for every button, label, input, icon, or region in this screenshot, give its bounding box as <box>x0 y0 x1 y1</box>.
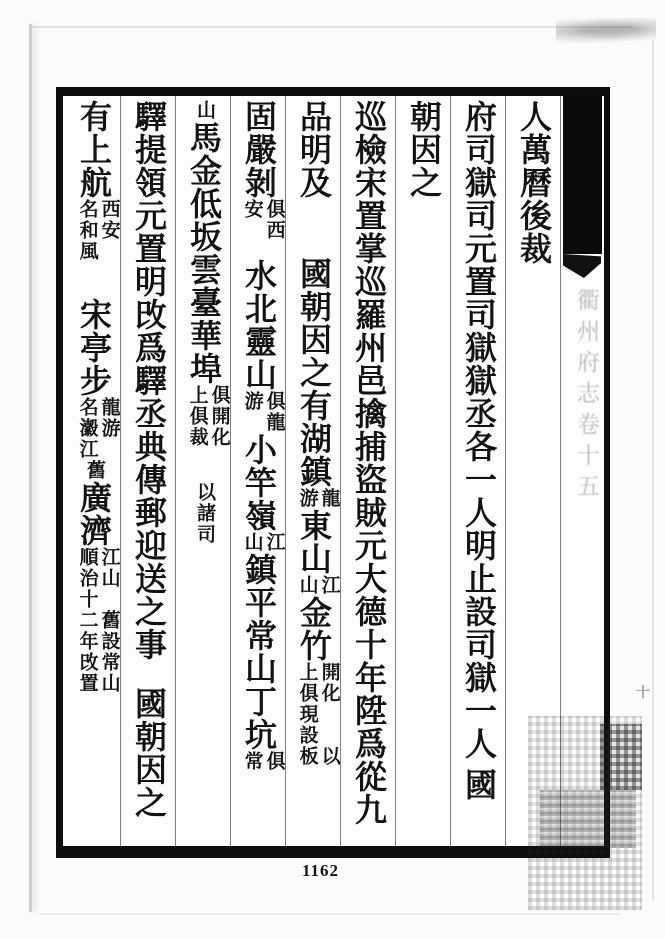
small-text-run: 以諸司 <box>194 482 215 545</box>
note-subcolumn: 俱開化 <box>208 385 230 448</box>
scan-edge-left <box>29 24 32 912</box>
column-gap <box>314 199 315 257</box>
main-text-run: 國 <box>461 768 497 801</box>
main-text-run: 鎮平常山丁坑 <box>241 553 277 751</box>
note-subcolumn: 龍游 <box>98 397 120 439</box>
text-column-9 <box>66 96 121 846</box>
scan-edge-top <box>32 26 632 28</box>
note-subcolumn: 江山 舊設常山 <box>98 547 120 694</box>
spine-title: 衢州府志卷十五 <box>574 288 599 505</box>
note-subcolumn: 上俱裁 <box>186 385 208 448</box>
main-text-run: 巡檢宋置掌巡羅州邑擒捕盜賊元大德十年陞爲從九 <box>351 100 387 826</box>
text-column-4 <box>341 96 396 846</box>
scan-watermark-mid-block <box>540 790 636 848</box>
main-text-run: 水北靈山 <box>241 259 277 391</box>
fishtail-mark-icon <box>563 254 601 278</box>
main-text-run: 金竹 <box>296 596 332 662</box>
scan-edge-bottom <box>40 913 620 915</box>
small-text-run: 山 <box>194 100 215 121</box>
text-column-6 <box>231 96 286 846</box>
column-gap <box>149 661 150 687</box>
note-subcolumn: 游 <box>296 488 318 509</box>
margin-mark: 十 <box>636 686 650 701</box>
main-text-run: 朝因之 <box>406 100 442 199</box>
text-column-2 <box>451 96 506 846</box>
main-text-run: 品明及 <box>296 100 332 199</box>
note-subcolumn: 俱龍 <box>263 391 285 433</box>
text-column-3 <box>396 96 451 846</box>
interlinear-note <box>186 385 230 448</box>
main-text-run: 府司獄司元置司獄獄丞各一人明止設司獄一人 <box>461 100 497 760</box>
interlinear-note <box>296 662 340 767</box>
main-text-run: 馬金低坂雲臺華埠 <box>186 121 222 385</box>
column-gap <box>259 241 260 259</box>
interlinear-note <box>241 532 285 553</box>
scan-watermark-dark-block <box>600 724 642 790</box>
main-text-run: 小竿嶺 <box>241 433 277 532</box>
column-gap <box>94 262 95 298</box>
main-text-run: 國朝因之 <box>131 687 167 819</box>
note-subcolumn: 順治十二年攺置 <box>76 547 98 694</box>
note-subcolumn: 開化 以 <box>318 662 340 767</box>
note-subcolumn: 游 <box>241 391 263 412</box>
small-text-run: 舊 <box>84 460 105 481</box>
interlinear-note <box>296 575 340 596</box>
interlinear-note <box>296 488 340 509</box>
main-text-run: 人萬曆後裁 <box>516 100 552 265</box>
interlinear-note <box>76 547 120 694</box>
text-column-7 <box>176 96 231 846</box>
text-columns <box>63 96 604 846</box>
scan-edge-right <box>652 40 654 900</box>
note-subcolumn: 江 <box>318 575 340 596</box>
note-subcolumn: 上俱現設板 <box>296 662 318 767</box>
text-column-5 <box>286 96 341 846</box>
interlinear-note <box>76 199 120 262</box>
main-text-run: 東山 <box>296 509 332 575</box>
main-text-run: 廣濟 <box>76 481 112 547</box>
interlinear-note <box>241 391 285 433</box>
main-text-run: 有上航 <box>76 100 112 199</box>
text-column-8 <box>121 96 176 846</box>
note-subcolumn: 山 <box>296 575 318 596</box>
note-subcolumn: 常 <box>241 751 263 772</box>
interlinear-note <box>76 397 120 460</box>
note-subcolumn: 名瀫江 <box>76 397 98 460</box>
main-text-run: 固嚴剝 <box>241 100 277 199</box>
column-gap <box>204 448 205 482</box>
interlinear-note <box>241 751 285 772</box>
note-subcolumn: 俱西 <box>263 199 285 241</box>
main-text-run: 宋亭步 <box>76 298 112 397</box>
note-subcolumn: 安 <box>241 199 263 220</box>
note-subcolumn: 江 <box>263 532 285 553</box>
note-subcolumn: 俱 <box>263 751 285 772</box>
main-text-run: 國朝因之有湖鎮 <box>296 257 332 488</box>
note-subcolumn: 名和風 <box>76 199 98 262</box>
column-gap <box>479 760 480 768</box>
scan-smudge <box>556 18 656 44</box>
note-subcolumn: 龍 <box>318 488 340 509</box>
spine-black-bar <box>563 96 602 254</box>
note-subcolumn: 山 <box>241 532 263 553</box>
interlinear-note <box>241 199 285 241</box>
note-subcolumn: 西安 <box>98 199 120 241</box>
print-frame-border <box>56 87 610 858</box>
page-number: 1162 <box>302 861 340 880</box>
main-text-run: 驛提領元置明攺爲驛丞典傳郵迎送之事 <box>131 100 167 661</box>
